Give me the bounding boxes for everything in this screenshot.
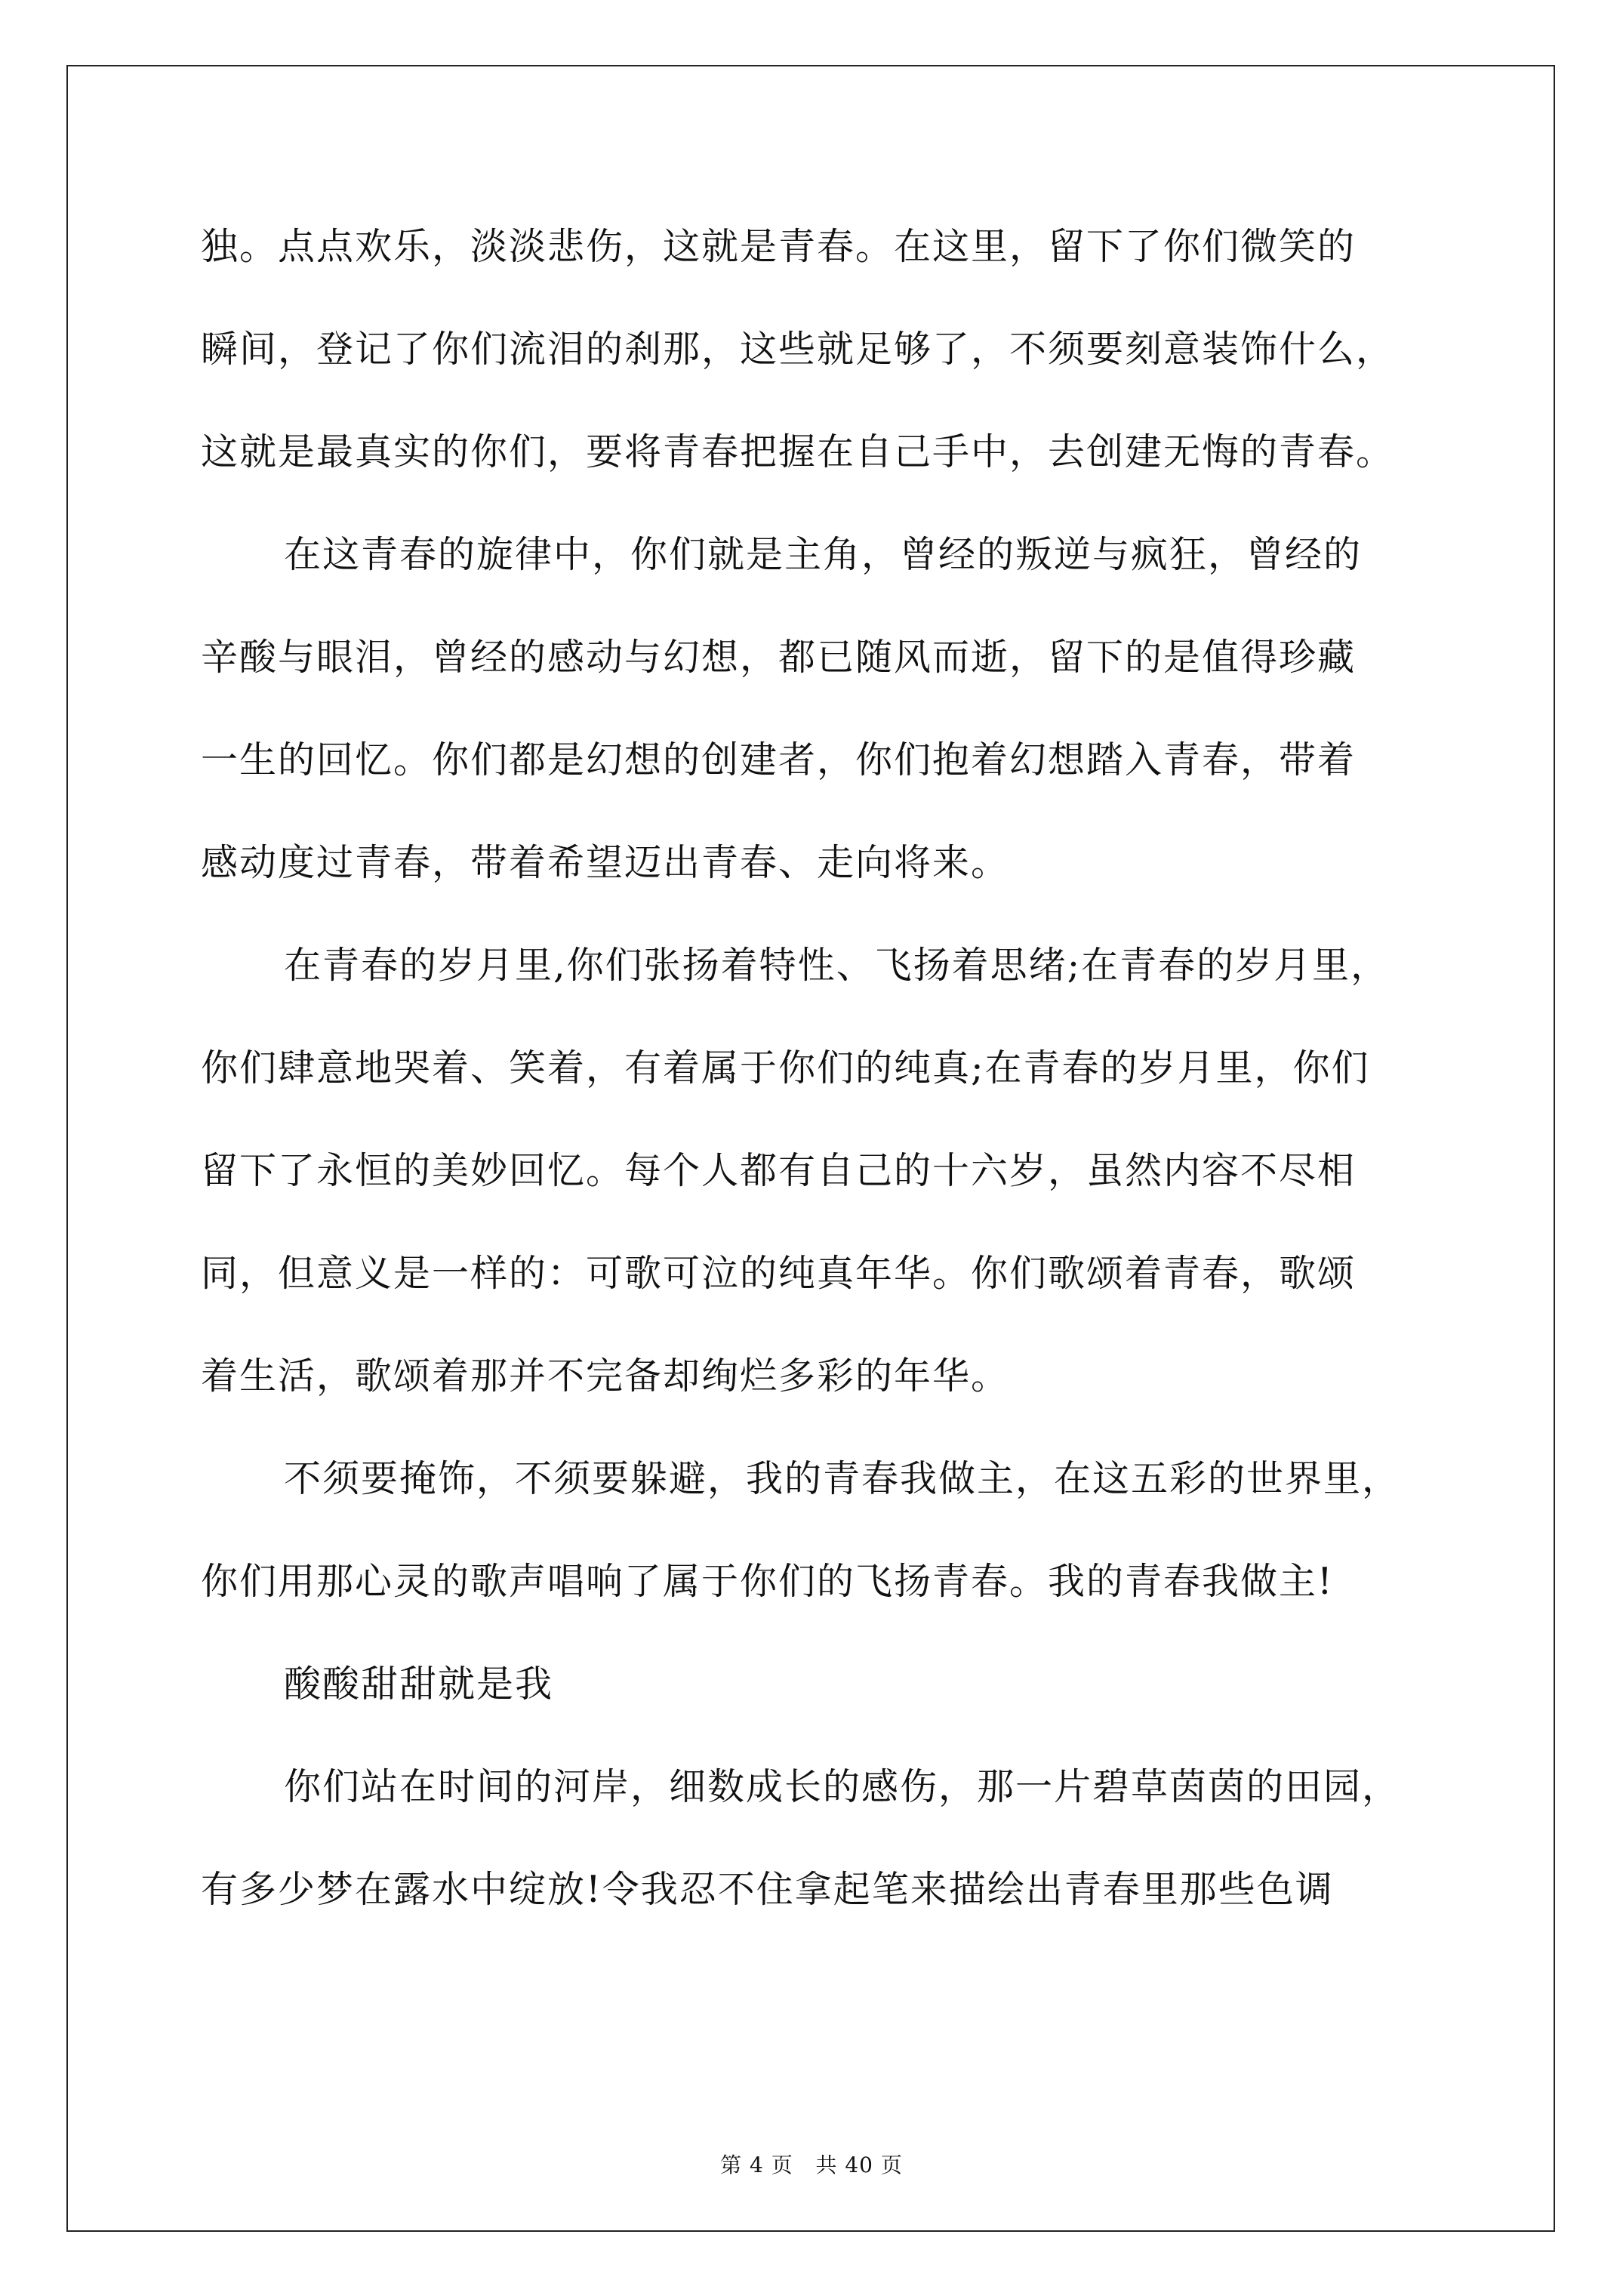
text-line: 有多少梦在露水中绽放!令我忍不住拿起笔来描绘出青春里那些色调 (201, 1868, 1334, 1911)
text-line: 感动度过青春，带着希望迈出青春、走向将来。 (201, 841, 1010, 884)
page-footer: 第 4 页 共 40 页 (720, 2153, 903, 2177)
text-line: 你们站在时间的河岸，细数成长的感伤，那一片碧草茵茵的田园， (284, 1765, 1401, 1808)
text-line: 同，但意义是一样的：可歌可泣的纯真年华。你们歌颂着青春，歌颂 (201, 1252, 1357, 1295)
text-line: 一生的回忆。你们都是幻想的创建者，你们抱着幻想踏入青春，带着 (201, 738, 1357, 781)
text-line: 在青春的岁月里,你们张扬着特性、飞扬着思绪;在青春的岁月里， (284, 944, 1390, 987)
text-line: 你们肆意地哭着、笑着，有着属于你们的纯真;在青春的岁月里，你们 (201, 1046, 1370, 1089)
text-line: 这就是最真实的你们，要将青春把握在自己手中，去创建无悔的青春。 (201, 430, 1395, 473)
text-line: 独。点点欢乐，淡淡悲伤，这就是青春。在这里，留下了你们微笑的 (201, 225, 1357, 268)
text-line: 着生活，歌颂着那并不完备却绚烂多彩的年华。 (201, 1354, 1010, 1398)
text-line: 你们用那心灵的歌声唱响了属于你们的飞扬青春。我的青春我做主! (201, 1560, 1334, 1603)
text-line: 在这青春的旋律中，你们就是主角，曾经的叛逆与疯狂，曾经的 (284, 533, 1363, 576)
text-line: 瞬间，登记了你们流泪的刹那，这些就足够了，不须要刻意装饰什么， (201, 328, 1395, 371)
subheading: 酸酸甜甜就是我 (284, 1663, 554, 1706)
text-line: 辛酸与眼泪，曾经的感动与幻想，都已随风而逝，留下的是值得珍藏 (201, 636, 1357, 679)
text-line: 留下了永恒的美妙回忆。每个人都有自己的十六岁，虽然内容不尽相 (201, 1149, 1357, 1192)
text-line: 不须要掩饰，不须要躲避，我的青春我做主，在这五彩的世界里， (284, 1457, 1401, 1500)
